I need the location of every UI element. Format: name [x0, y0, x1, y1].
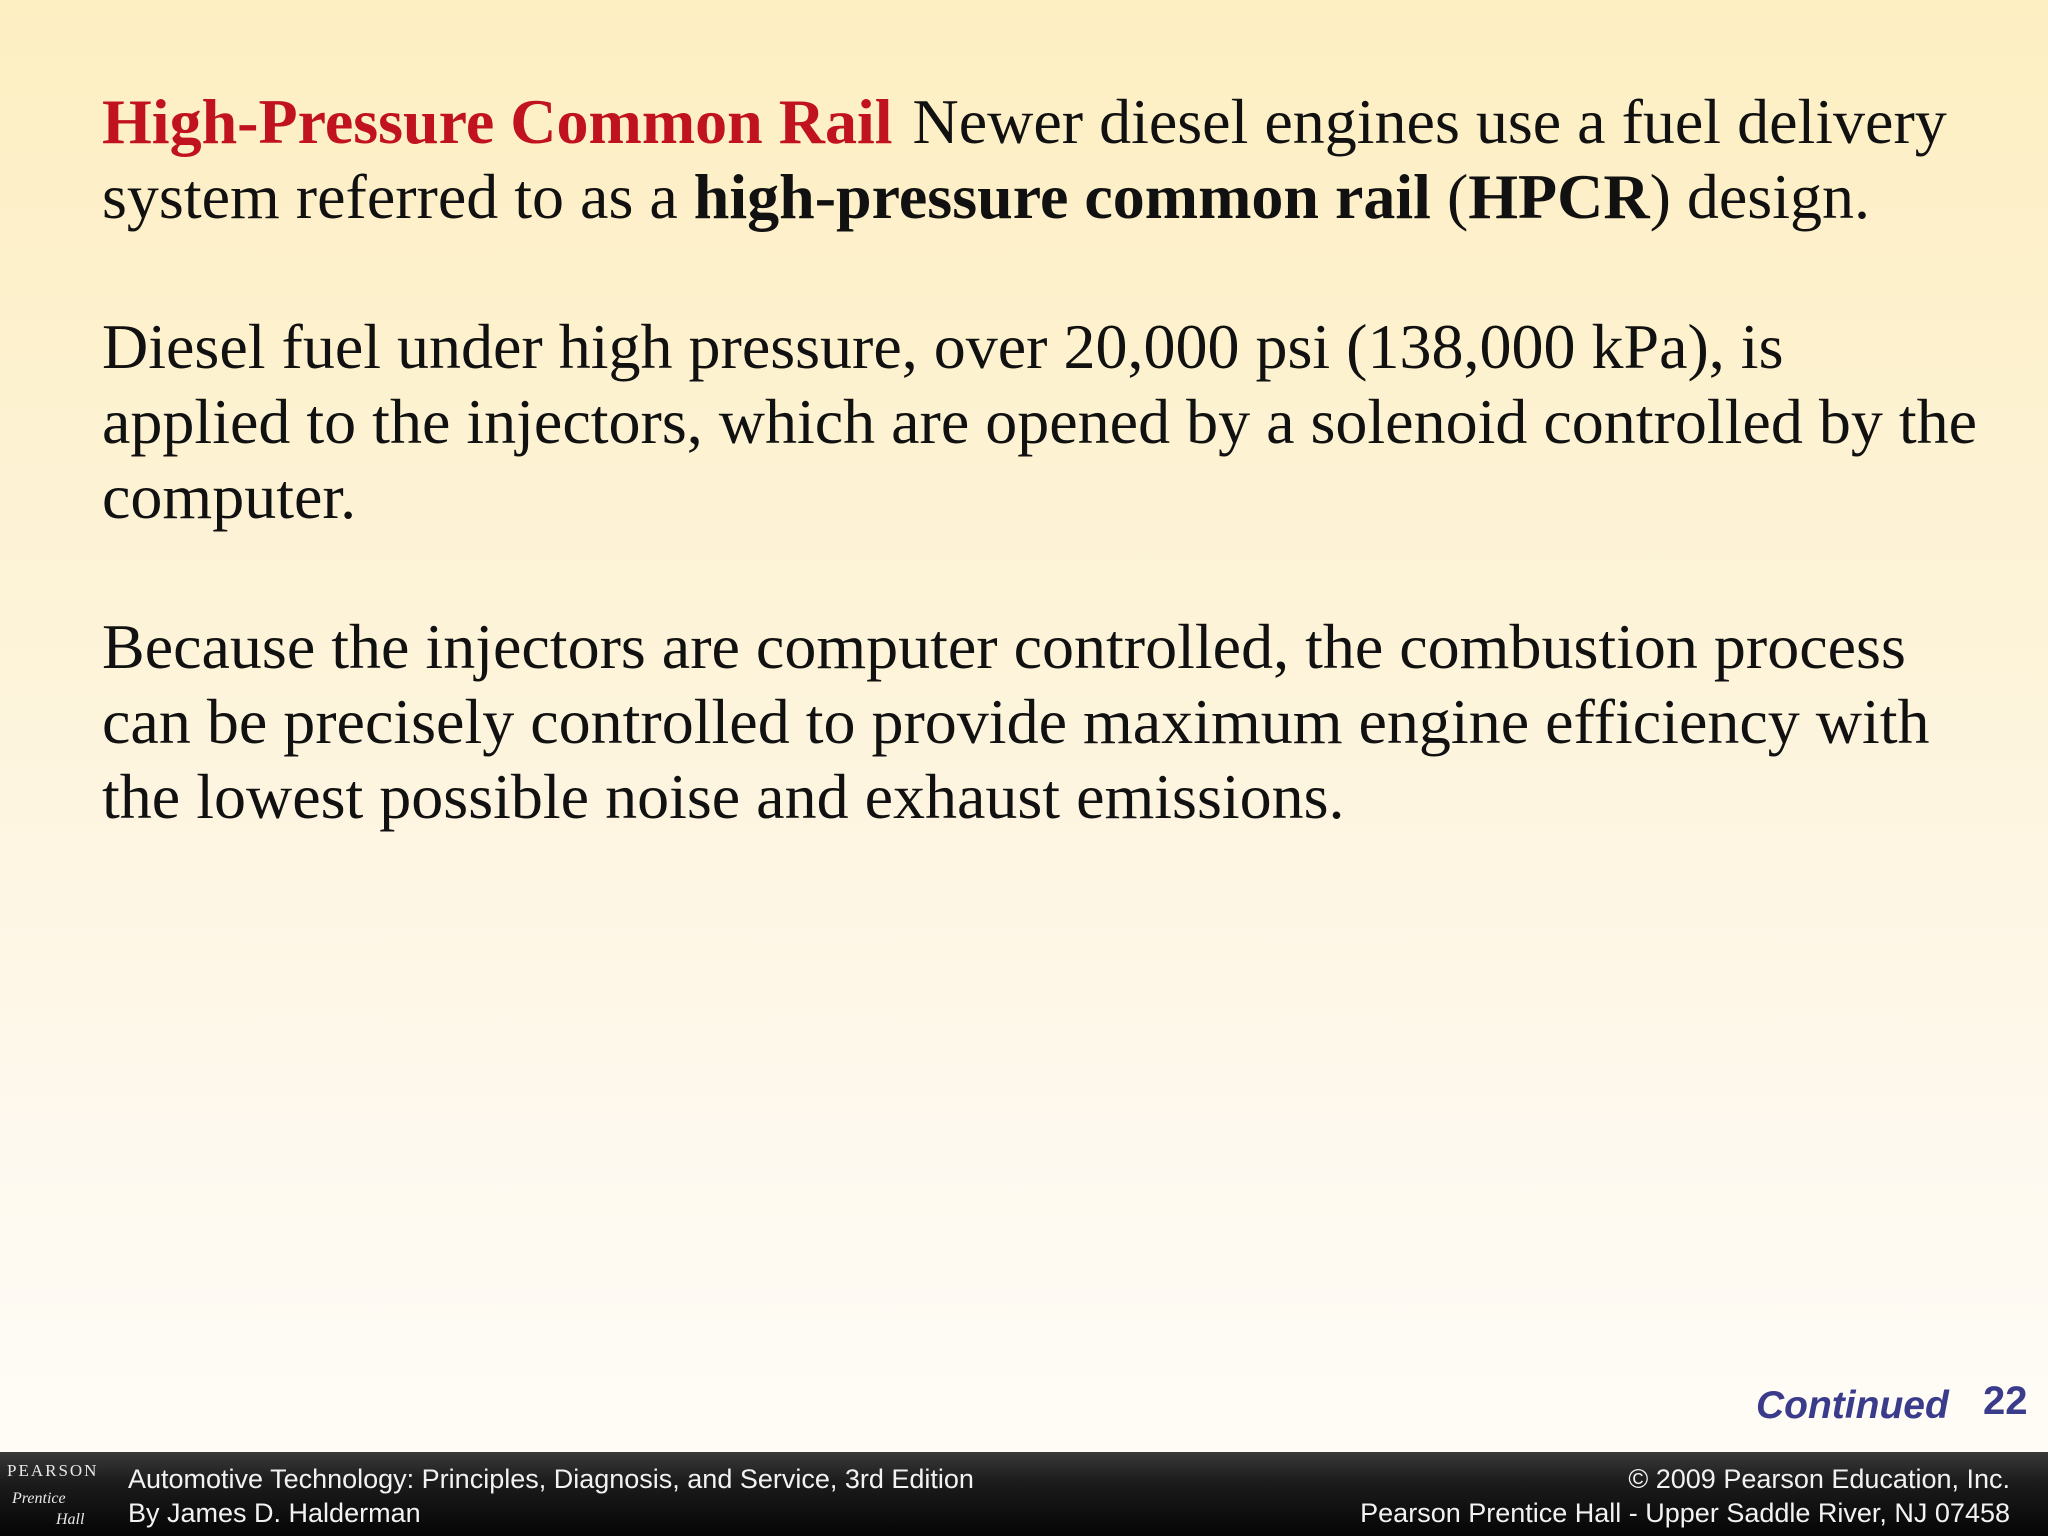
logo-hall-text: Hall	[56, 1511, 85, 1528]
page-number: 22	[1983, 1379, 2028, 1423]
publisher-address: Pearson Prentice Hall - Upper Saddle River, NJ 07458	[1360, 1498, 2010, 1528]
footer-publisher-info	[1360, 1462, 2010, 1530]
pearson-prentice-hall-logo	[0, 1452, 104, 1536]
paragraph-hpcr-intro	[102, 84, 1982, 234]
intro-text-end: ) design.	[1649, 161, 1870, 232]
paragraph-combustion-control: Because the injectors are computer controlled, the combustion process can be precisely controlled to provide maximum engine efficiency with the lowest possible noise and exhaust emissions.	[102, 611, 1930, 832]
intro-text: Newer diesel engines use a fuel delivery system referred to as a	[102, 86, 1947, 232]
copyright-notice: © 2009 Pearson Education, Inc.	[1628, 1464, 2010, 1494]
book-title: Automotive Technology: Principles, Diagnosis, and Service, 3rd Edition	[128, 1464, 974, 1494]
abbreviation: HPCR	[1468, 161, 1650, 232]
continued-label: Continued	[1756, 1384, 1949, 1427]
heading-term: High-Pressure Common Rail	[102, 86, 893, 157]
footer-bar	[0, 1452, 2048, 1536]
slide-body	[102, 84, 1982, 909]
paragraph-fuel-pressure: Diesel fuel under high pressure, over 20,000 psi (138,000 kPa), is applied to the injectors, which are opened by a solenoid controlled by the computer.	[102, 311, 1977, 532]
logo-pearson-text: PEARSON	[7, 1461, 99, 1480]
logo-prentice-text: Prentice	[12, 1490, 66, 1507]
abbr-open: (	[1430, 161, 1469, 232]
footer-book-info	[128, 1462, 974, 1530]
bold-term: high-pressure common rail	[693, 161, 1431, 232]
book-author: By James D. Halderman	[128, 1498, 421, 1528]
